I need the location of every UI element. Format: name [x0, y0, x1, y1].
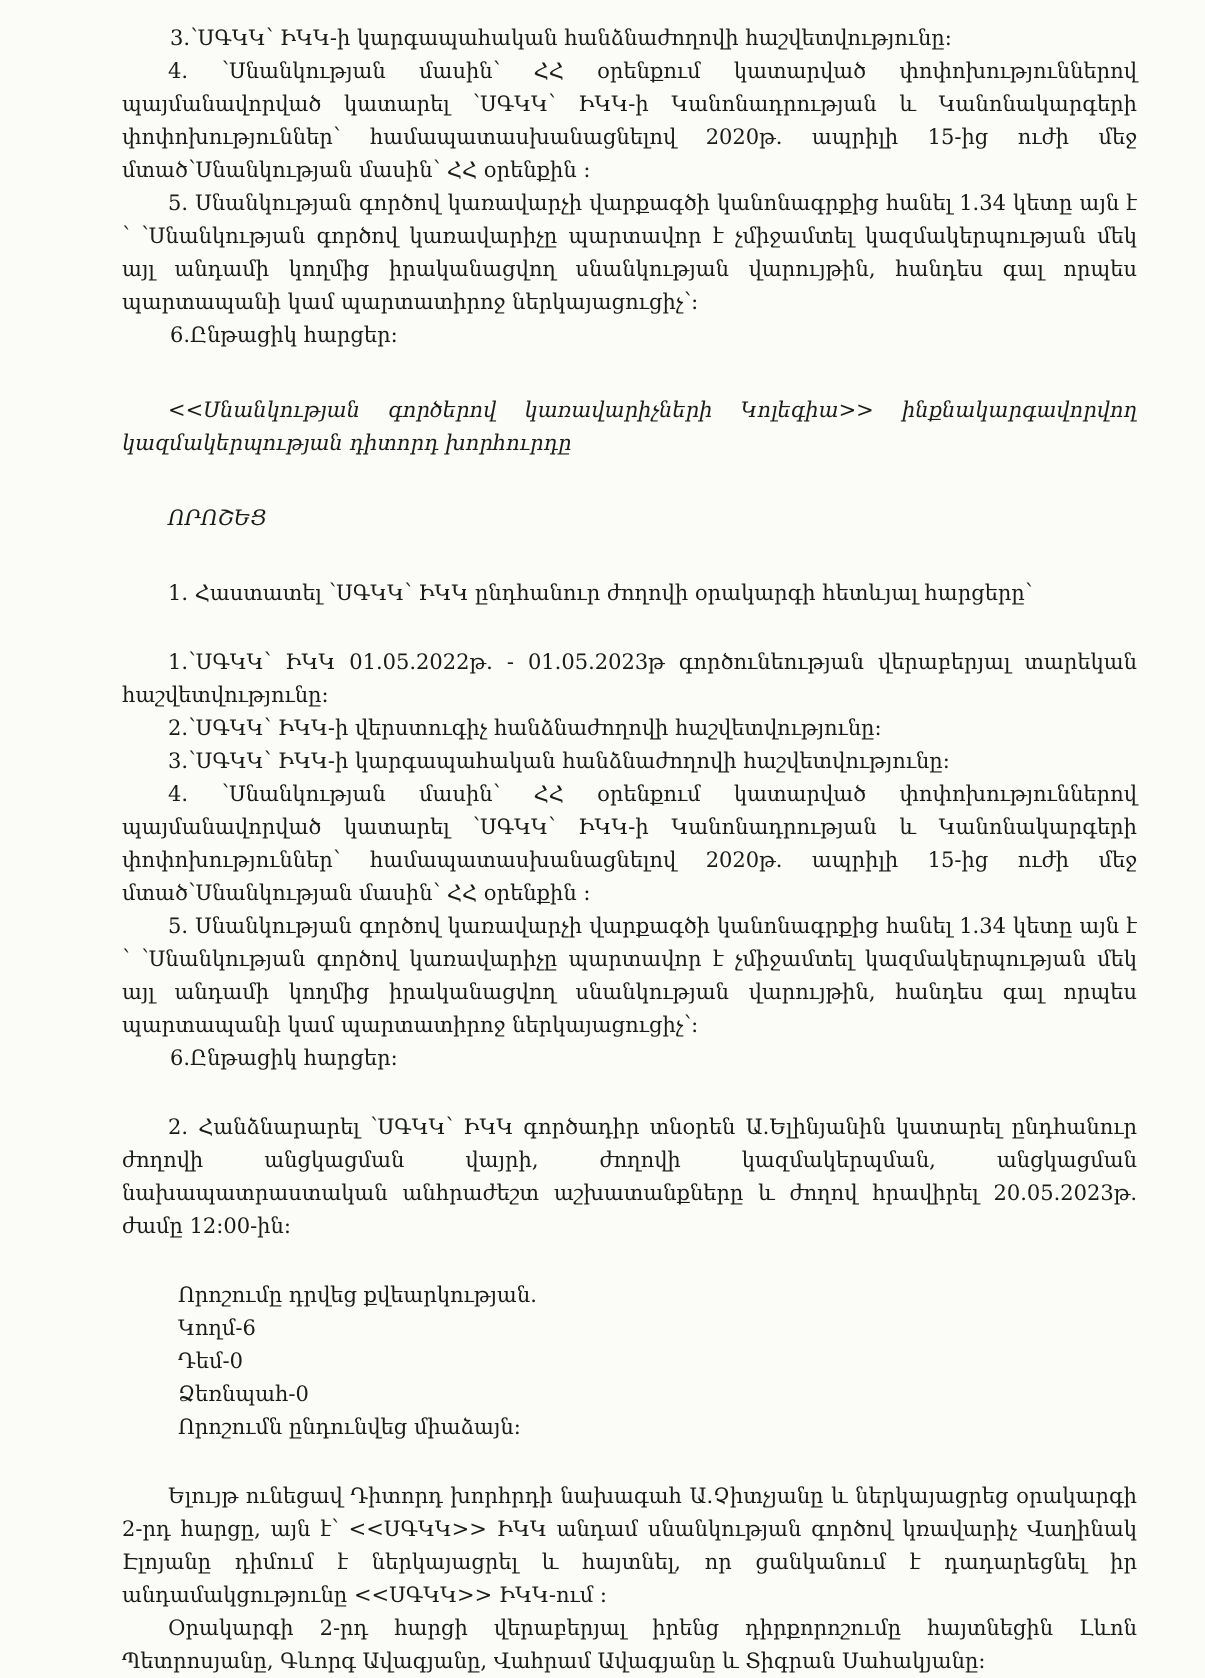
decision-heading: ՈՐՈՇԵՑ	[168, 506, 267, 530]
speech-2: Օրակարգի 2-րդ հարցի վերաբերյալ իրենց դիրքորոշումը հայտնեցին Լևոն Պետրոսյանը, Գևորգ Ավագյանը, Վահրամ Ավագյանը և Տիգրան Սահակյանը:	[122, 1616, 1137, 1673]
decision-2: 2. Հանձնարարել ՝ՍԳԿԿ՝ ԻԿԿ գործադիր տնօրեն Ա.Ելինյանին կատարել ընդհանուր ժողովի անցկացման վայրի, ժողովի կազմակերպման, անցկացման նախապատրաստական անհրաժեշտ աշխատանքները և ժողով հրավիրել 20.05.2023թ. ժամը 12:00-ին:	[122, 1115, 1137, 1238]
vote-abstain: Ձեռնպահ-0	[178, 1382, 309, 1406]
vote-for: Կողմ-6	[178, 1316, 256, 1340]
vote-block	[122, 1279, 1137, 1444]
vote-intro: Որոշումը դրվեց քվեարկության.	[178, 1283, 537, 1307]
page1-item-3: 3.՝ՍԳԿԿ՝ ԻԿԿ-ի կարգապահական հանձնաժողովի հաշվետվությունը:	[170, 26, 952, 50]
board-heading: <<Սնանկության գործերով կառավարիչների Կոլեգիա>> ինքնակարգավորվող կազմակերպության դիտորդ խորհուրդը	[122, 398, 1137, 455]
document-page	[122, 22, 1137, 1678]
decision-1-intro: 1. Հաստատել ՝ՍԳԿԿ՝ ԻԿԿ ընդհանուր ժողովի օրակարգի հետևյալ հարցերը՝	[168, 581, 1033, 605]
vote-against: Դեմ-0	[178, 1349, 243, 1373]
vote-result: Որոշումն ընդունվեց միաձայն:	[178, 1415, 521, 1439]
page1-item-6: 6.Ընթացիկ հարցեր:	[170, 323, 398, 347]
agenda-item-2: 2.՝ՍԳԿԿ՝ ԻԿԿ-ի վերստուգիչ հանձնաժողովի հաշվետվությունը:	[168, 716, 882, 740]
page1-item-4: 4. ՝Սնանկության մասին՝ ՀՀ օրենքում կատարված փոփոխություններով պայմանավորված կատարել ՝ՍԳԿԿ՝ ԻԿԿ-ի Կանոնադրության և Կանոնակարգերի փոփոխություններ՝ համապատասխանացնելով 2020թ. ապրիլի 15-ից ուժի մեջ մտած՝Սնանկության մասին՝ ՀՀ օրենքին :	[122, 59, 1137, 182]
agenda-item-1: 1.՝ՍԳԿԿ՝ ԻԿԿ 01.05.2022թ. - 01.05.2023թ գործունեության վերաբերյալ տարեկան հաշվետվությունը:	[122, 650, 1137, 707]
agenda-item-3: 3.՝ՍԳԿԿ՝ ԻԿԿ-ի կարգապահական հանձնաժողովի հաշվետվությունը:	[168, 749, 950, 773]
speech-1: Ելույթ ունեցավ Դիտորդ խորհրդի նախագահ Ա.Չիտչյանը և ներկայացրեց օրակարգի 2-րդ հարցը, այն է՝ <<ՍԳԿԿ>> ԻԿԿ անդամ սնանկության գործով կռավարիչ Վաղինակ Էլոյանը դիմում է ներկայացրել և հայտնել, որ ցանկանում է դադարեցնել իր անդամակցությունը <<ՍԳԿԿ>> ԻԿԿ-ում :	[122, 1484, 1137, 1607]
agenda-item-4: 4. ՝Սնանկության մասին՝ ՀՀ օրենքում կատարված փոփոխություններով պայմանավորված կատարել ՝ՍԳԿԿ՝ ԻԿԿ-ի Կանոնադրության և Կանոնակարգերի փոփոխություններ՝ համապատասխանացնելով 2020թ. ապրիլի 15-ից ուժի մեջ մտած՝Սնանկության մասին՝ ՀՀ օրենքին :	[122, 782, 1137, 905]
agenda-item-5: 5. Սնանկության գործով կառավարչի վարքագծի կանոնագրքից հանել 1.34 կետը այն է ՝ ՝Սնանկության գործով կառավարիչը պարտավոր է չմիջամտել կազմակերպության մեկ այլ անդամի կողմից իրականացվող սնանկության վարույթին, հանդես գալ որպես պարտապանի կամ պարտատիրոջ ներկայացուցիչ՝:	[122, 914, 1137, 1037]
page1-item-5: 5. Սնանկության գործով կառավարչի վարքագծի կանոնագրքից հանել 1.34 կետը այն է ՝ ՝Սնանկության գործով կառավարիչը պարտավոր է չմիջամտել կազմակերպության մեկ այլ անդամի կողմից իրականացվող սնանկության վարույթին, հանդես գալ որպես պարտապանի կամ պարտատիրոջ ներկայացուցիչ՝:	[122, 191, 1137, 314]
agenda-item-6: 6.Ընթացիկ հարցեր:	[170, 1046, 398, 1070]
